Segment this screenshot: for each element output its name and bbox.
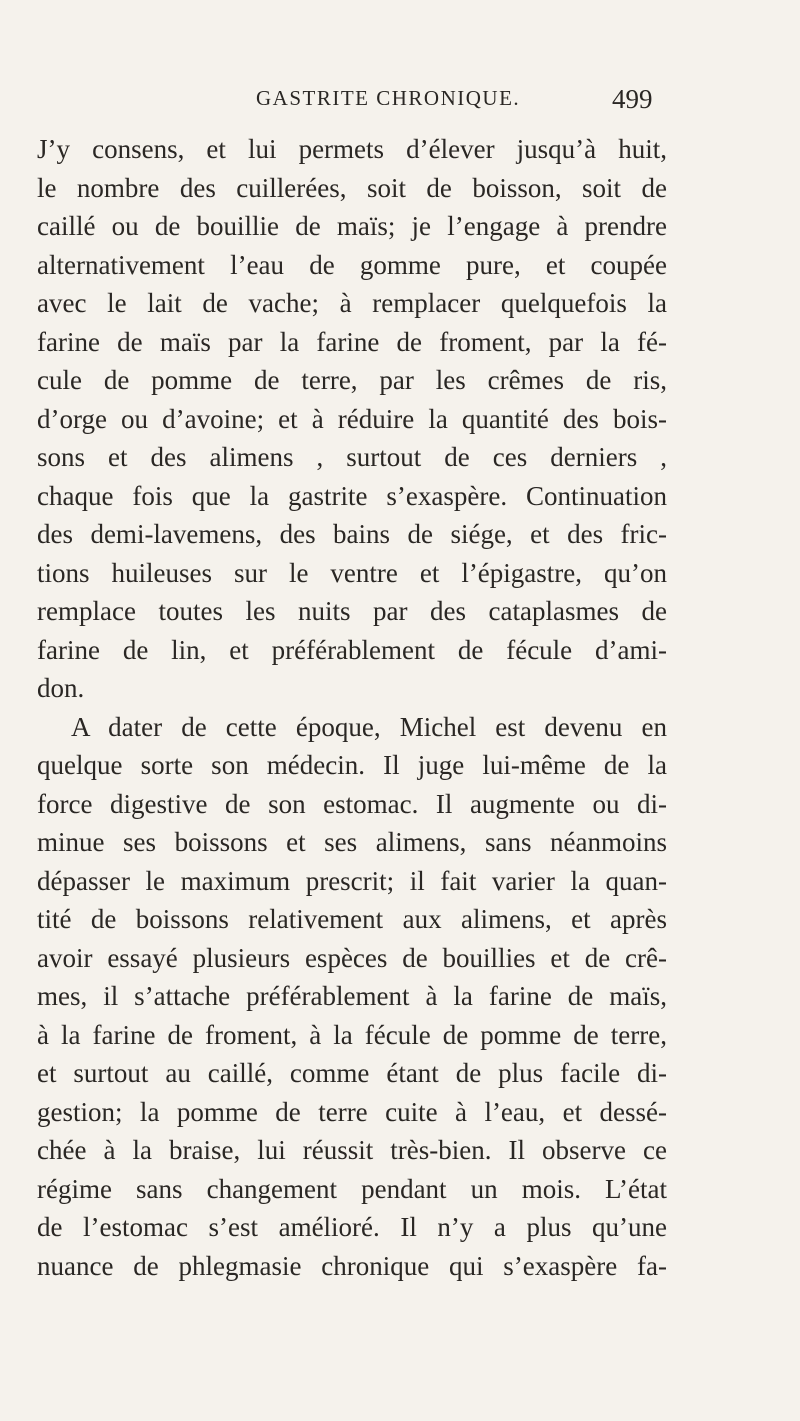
text-line: mes, il s’attache préférablement à la farine de maïs,	[37, 981, 667, 1011]
text-line: alternativement l’eau de gomme pure, et coupée	[37, 249, 667, 280]
text-line: J’y consens, et lui permets d’élever jusqu’à huit,	[37, 134, 667, 164]
running-header	[0, 86, 800, 120]
text-line: chaque fois que la gastrite s’exaspère. Continuation	[37, 480, 667, 511]
text-line: caillé ou de bouillie de maïs; je l’engage à prendre	[37, 211, 667, 241]
text-line: force digestive de son estomac. Il augmente ou di-	[37, 788, 667, 819]
text-line: remplace toutes les nuits par des cataplasmes de	[37, 596, 667, 626]
text-line: quelque sorte son médecin. Il juge lui-même de la	[37, 750, 667, 780]
body-text	[37, 130, 667, 1285]
text-line: cule de pomme de terre, par les crêmes de ris,	[37, 365, 667, 395]
text-line: avec le lait de vache; à remplacer quelquefois la	[37, 288, 667, 318]
text-line: avoir essayé plusieurs espèces de bouillies et de crê-	[37, 942, 667, 973]
text-line: minue ses boissons et ses alimens, sans néanmoins	[37, 827, 667, 857]
text-line: le nombre des cuillerées, soit de boisson, soit de	[37, 172, 667, 203]
text-line: nuance de phlegmasie chronique qui s’exaspère fa-	[37, 1250, 667, 1281]
text-line: chée à la braise, lui réussit très-bien. Il observe ce	[37, 1135, 667, 1165]
text-line: à la farine de froment, à la fécule de pomme de terre,	[37, 1019, 667, 1050]
text-line: tions huileuses sur le ventre et l’épigastre, qu’on	[37, 557, 667, 588]
text-line: farine de maïs par la farine de froment, par la fé-	[37, 326, 667, 357]
text-line: gestion; la pomme de terre cuite à l’eau, et dessé-	[37, 1096, 667, 1127]
text-line: de l’estomac s’est amélioré. Il n’y a plus qu’une	[37, 1212, 667, 1242]
page-number: 499	[612, 84, 653, 114]
text-line: farine de lin, et préférablement de fécule d’ami-	[37, 634, 667, 665]
text-line: d’orge ou d’avoine; et à réduire la quantité des bois-	[37, 403, 667, 434]
text-line: don.	[37, 673, 85, 703]
text-line: et surtout au caillé, comme étant de plus facile di-	[37, 1058, 667, 1088]
text-line: A dater de cette époque, Michel est devenu en	[71, 711, 667, 742]
running-title: GASTRITE CHRONIQUE.	[256, 86, 521, 110]
text-line: des demi-lavemens, des bains de siége, et des fric-	[37, 519, 667, 549]
text-line: sons et des alimens , surtout de ces derniers ,	[37, 442, 667, 472]
text-line: tité de boissons relativement aux alimens, et après	[37, 904, 667, 934]
text-line: dépasser le maximum prescrit; il fait varier la quan-	[37, 865, 667, 896]
text-line: régime sans changement pendant un mois. L’état	[37, 1173, 667, 1204]
